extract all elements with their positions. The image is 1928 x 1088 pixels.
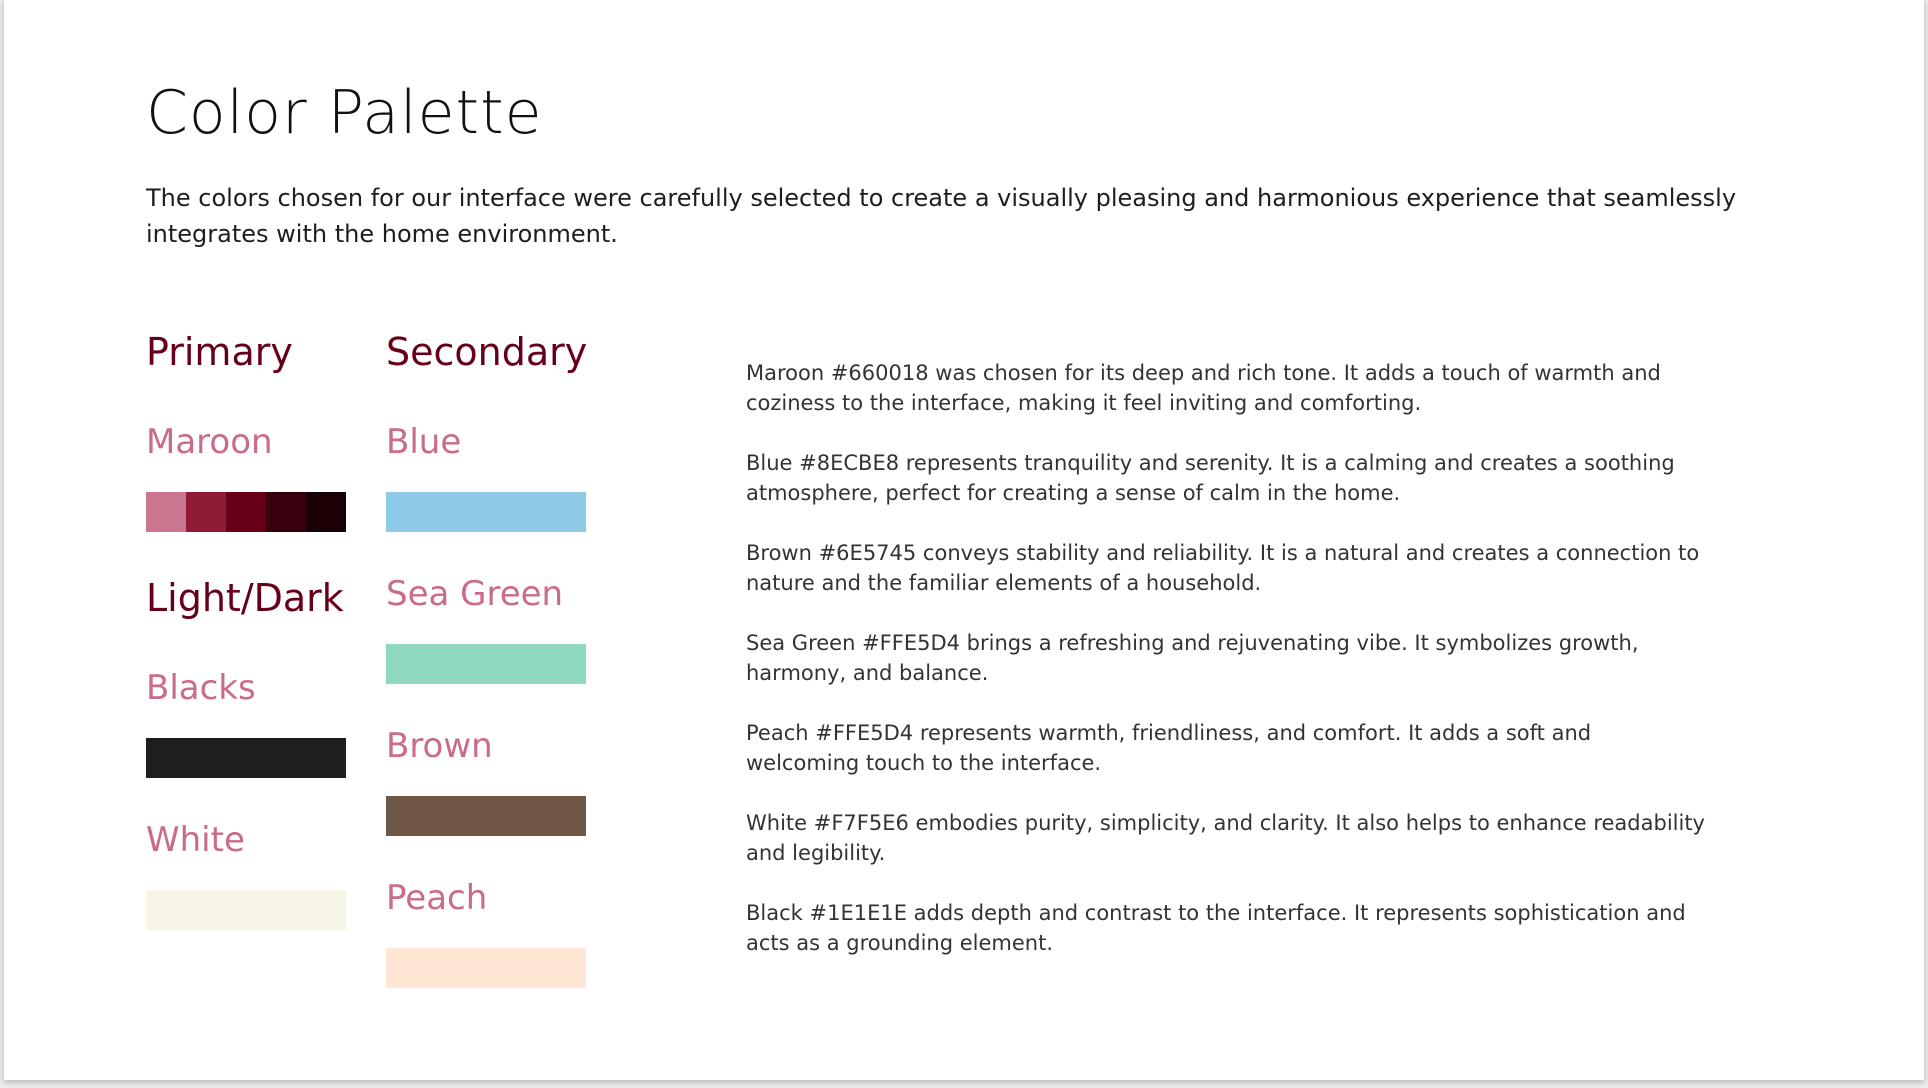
- maroon-shade-5: [306, 492, 346, 532]
- maroon-shade-1: [146, 492, 186, 532]
- primary-heading: Primary: [146, 330, 293, 374]
- maroon-label: Maroon: [146, 422, 273, 462]
- sea-green-swatch: [386, 644, 586, 684]
- intro-text: The colors chosen for our interface were carefully selected to create a visually pleasing and harmonious experience that seamlessly integrates with the home environment.: [146, 184, 1737, 248]
- peach-label: Peach: [386, 878, 488, 918]
- white-label: White: [146, 820, 245, 860]
- maroon-swatch: [146, 492, 346, 532]
- sea-green-label: Sea Green: [386, 574, 564, 614]
- color-descriptions: [746, 358, 1706, 988]
- black-description: Black #1E1E1E adds depth and contrast to the interface. It represents sophistication and acts as a grounding element.: [746, 901, 1686, 955]
- sea-green-description: Sea Green #FFE5D4 brings a refreshing and rejuvenating vibe. It symbolizes growth, harmony, and balance.: [746, 631, 1639, 685]
- maroon-shade-3: [226, 492, 266, 532]
- secondary-heading: Secondary: [386, 330, 588, 374]
- maroon-shade-4: [266, 492, 306, 532]
- peach-description: Peach #FFE5D4 represents warmth, friendliness, and comfort. It adds a soft and welcoming touch to the interface.: [746, 721, 1592, 775]
- brown-swatch: [386, 796, 586, 836]
- blacks-label: Blacks: [146, 668, 256, 708]
- maroon-shade-2: [186, 492, 226, 532]
- blue-label: Blue: [386, 422, 462, 462]
- blue-description: Blue #8ECBE8 represents tranquility and serenity. It is a calming and creates a soothing atmosphere, perfect for creating a sense of calm in the home.: [746, 451, 1675, 505]
- white-description: White #F7F5E6 embodies purity, simplicity, and clarity. It also helps to enhance readability and legibility.: [746, 811, 1705, 865]
- peach-swatch: [386, 948, 586, 988]
- blacks-swatch: [146, 738, 346, 778]
- page-title: Color Palette: [146, 78, 543, 148]
- blue-swatch: [386, 492, 586, 532]
- brown-label: Brown: [386, 726, 493, 766]
- brown-description: Brown #6E5745 conveys stability and reliability. It is a natural and creates a connection to nature and the familiar elements of a household.: [746, 541, 1700, 595]
- light-dark-heading: Light/Dark: [146, 576, 344, 620]
- maroon-description: Maroon #660018 was chosen for its deep and rich tone. It adds a touch of warmth and coziness to the interface, making it feel inviting and comforting.: [746, 361, 1661, 415]
- white-swatch: [146, 890, 346, 930]
- palette-page: [4, 0, 1924, 1080]
